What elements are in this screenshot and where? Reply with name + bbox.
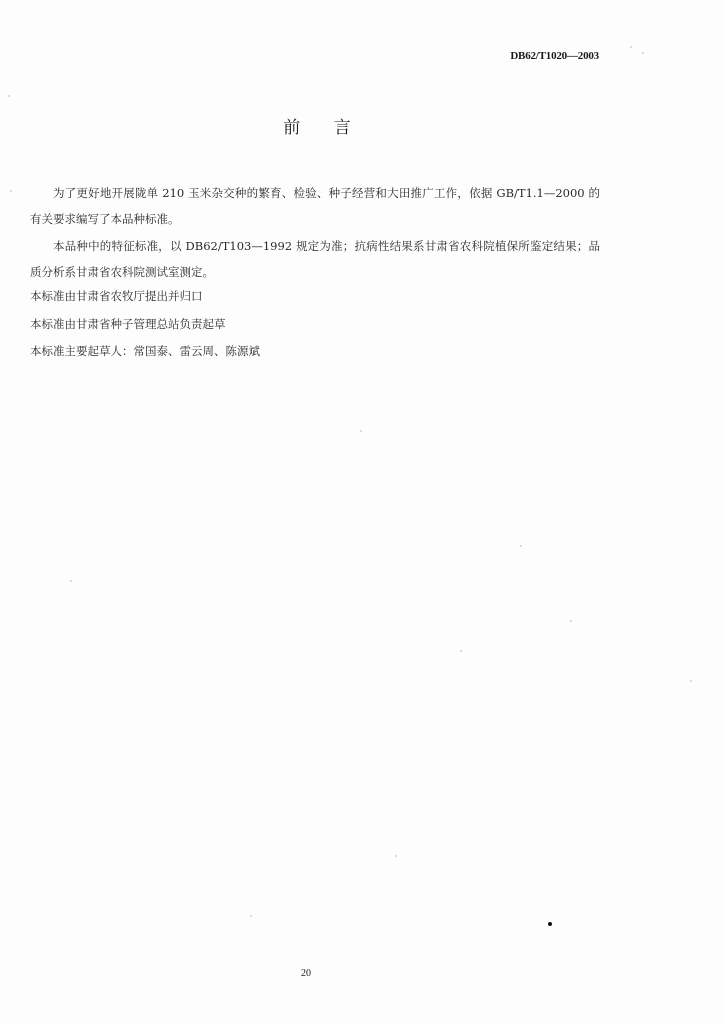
proposer-line: 本标准由甘肃省农牧厅提出并归口 — [30, 289, 203, 303]
paragraph-purpose: 为了更好地开展陇单 210 玉米杂交种的繁育、检验、种子经营和大田推广工作，依据 GB/T1.1—2000 的有关要求编写了本品种标准。 — [30, 186, 600, 226]
drafters-line: 本标准主要起草人：常国泰、雷云周、陈源斌 — [30, 344, 260, 358]
standard-code: DB62/T1020—2003 — [510, 50, 599, 62]
scan-speck-mark — [548, 922, 552, 926]
scan-speck — [395, 855, 397, 857]
page-title: 前 言 — [283, 118, 365, 138]
scan-speck — [630, 46, 632, 48]
scan-speck — [70, 580, 72, 582]
scan-speck — [8, 95, 10, 97]
scan-speck — [690, 680, 692, 682]
scan-speck — [10, 190, 12, 192]
scan-speck — [642, 52, 644, 54]
scan-speck — [250, 915, 252, 917]
drafting-unit-line: 本标准由甘肃省种子管理总站负责起草 — [30, 317, 226, 331]
scan-speck — [360, 430, 362, 432]
scan-speck — [520, 545, 522, 547]
scan-speck — [570, 620, 572, 622]
paragraph-characteristics: 本品种中的特征标准，以 DB62/T103—1992 规定为准；抗病性结果系甘肃省农科院植保所鉴定结果；品质分析系甘肃省农科院测试室测定。 — [30, 239, 600, 279]
scan-speck — [460, 650, 462, 652]
page-number: 20 — [301, 968, 311, 979]
